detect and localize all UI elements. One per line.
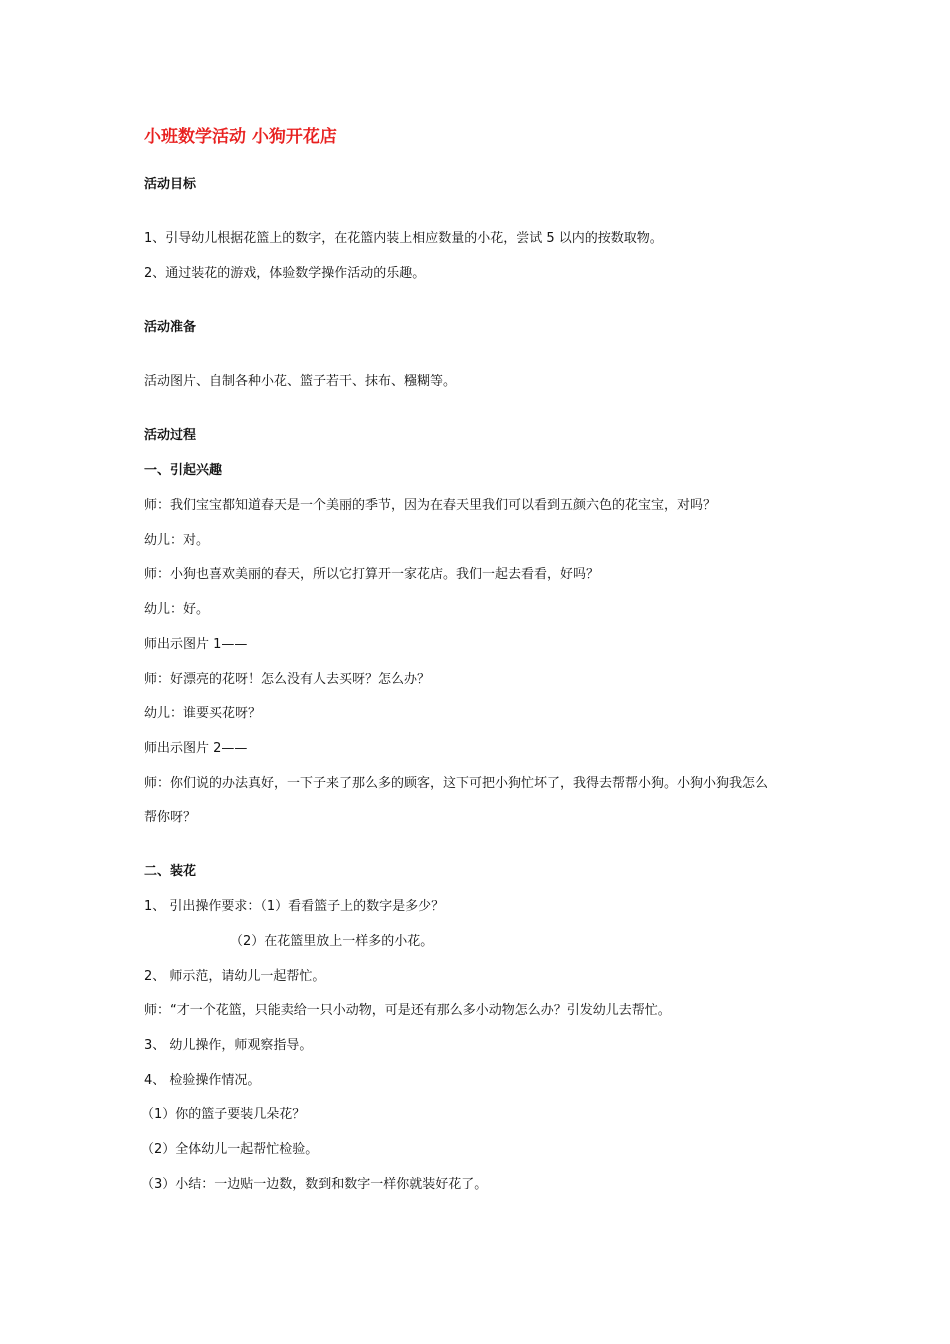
dialogue-line: 师出示图片 2—— <box>144 741 248 756</box>
dialogue-line: 师：小狗也喜欢美丽的春天，所以它打算开一家花店。我们一起去看看，好吗？ <box>144 567 600 582</box>
dialogue-line: 幼儿：好。 <box>144 602 210 617</box>
dialogue-line: 师：好漂亮的花呀！怎么没有人去买呀？怎么办？ <box>144 672 431 687</box>
prep-heading: 活动准备 <box>144 320 197 335</box>
dialogue-line: 师出示图片 1—— <box>144 637 248 652</box>
step-line: 4、 检验操作情况。 <box>144 1073 261 1088</box>
section-1-heading: 一、引起兴趣 <box>144 463 223 478</box>
step-line: 师：“才一个花篮，只能卖给一只小动物，可是还有那么多小动物怎么办？引发幼儿去帮忙。 <box>144 1003 671 1018</box>
step-line: 3、 幼儿操作，师观察指导。 <box>144 1038 313 1053</box>
check-item: （2）全体幼儿一起帮忙检验。 <box>141 1142 319 1157</box>
step-subline: （2）在花篮里放上一样多的小花。 <box>230 934 434 949</box>
process-heading: 活动过程 <box>144 428 197 443</box>
dialogue-line: 幼儿：谁要买花呀？ <box>144 706 262 721</box>
dialogue-line: 幼儿：对。 <box>144 533 210 548</box>
check-item: （1）你的篮子要装几朵花？ <box>141 1107 306 1122</box>
goal-item-2: 2、通过装花的游戏，体验数学操作活动的乐趣。 <box>144 266 426 281</box>
goal-item-1: 1、引导幼儿根据花篮上的数字，在花篮内装上相应数量的小花，尝试 5 以内的按数取物。 <box>144 231 663 246</box>
prep-text: 活动图片、自制各种小花、篮子若干、抹布、糨糊等。 <box>144 374 457 389</box>
dialogue-line: 师：你们说的办法真好，一下子来了那么多的顾客，这下可把小狗忙坏了，我得去帮帮小狗。小狗小狗我怎么 <box>144 776 769 791</box>
step-line: 2、 师示范，请幼儿一起帮忙。 <box>144 969 326 984</box>
dialogue-line-continued: 帮你呀？ <box>144 810 197 825</box>
section-2-heading: 二、装花 <box>144 864 197 879</box>
document-title: 小班数学活动 小狗开花店 <box>144 127 337 147</box>
check-item: （3）小结：一边贴一边数，数到和数字一样你就装好花了。 <box>141 1177 488 1192</box>
step-line: 1、 引出操作要求：（1）看看篮子上的数字是多少？ <box>144 899 445 914</box>
goal-heading: 活动目标 <box>144 177 197 192</box>
dialogue-line: 师：我们宝宝都知道春天是一个美丽的季节，因为在春天里我们可以看到五颜六色的花宝宝，对吗？ <box>144 498 717 513</box>
